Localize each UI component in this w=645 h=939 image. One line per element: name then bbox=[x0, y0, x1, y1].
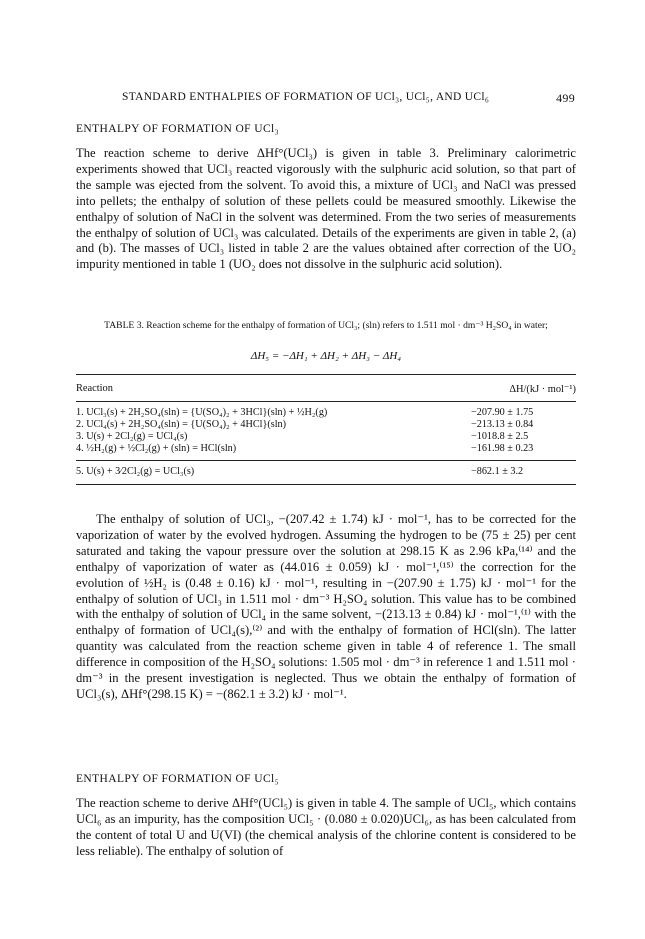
enthalpy-cell: −207.90 ± 1.75 bbox=[471, 407, 534, 418]
enthalpy-cell: −1018.8 ± 2.5 bbox=[471, 431, 529, 442]
table-row bbox=[76, 431, 576, 443]
running-title: STANDARD ENTHALPIES OF FORMATION OF UCl₃, UCl₅, AND UCl₆ bbox=[122, 91, 490, 103]
table-row bbox=[76, 407, 576, 419]
table-caption bbox=[76, 320, 576, 332]
table-header-rule bbox=[76, 401, 576, 402]
reaction-cell: 5. U(s) + 3⁄2Cl₂(g) = UCl₃(s) bbox=[76, 466, 195, 477]
table-total-rule bbox=[76, 460, 576, 461]
page-number: 499 bbox=[556, 91, 575, 105]
table-equation: ΔH₅ = −ΔH₁ + ΔH₂ + ΔH₃ − ΔH₄ bbox=[250, 350, 402, 362]
enthalpy-cell: −213.13 ± 0.84 bbox=[471, 419, 534, 430]
table-row bbox=[76, 419, 576, 431]
reaction-cell: 2. UCl₄(s) + 2H₂SO₄(sln) = {U(SO₄)₂ + 4HCl}(sln) bbox=[76, 419, 287, 430]
reaction-cell: 3. U(s) + 2Cl₂(g) = UCl₄(s) bbox=[76, 431, 188, 442]
table-row bbox=[76, 443, 576, 455]
column-header-reaction: Reaction bbox=[76, 383, 113, 394]
section-heading-ucl5: ENTHALPY OF FORMATION OF UCl₅ bbox=[76, 773, 280, 785]
table-bottom-rule bbox=[76, 484, 576, 485]
paragraph-ucl3-method: The reaction scheme to derive ΔHf°(UCl₃) is given in table 3. Preliminary calorimetric experiments showed that UCl₃ reacted vigorously with the sulphuric acid solution, so that part of the sample was ejected from the solvent. To avoid this, a mixture of UCl₃ and NaCl was pressed into pellets; the enthalpy of solution of these pellets could be measured smoothly. Likewise the enthalpy of solution of NaCl in the solvent was determined. From the two series of measurements the enthalpy of solution of UCl₃ was calculated. Details of the experiments are given in table 2, (a) and (b). The masses of UCl₃ listed in table 2 are the values obtained after correction of the UO₂ impurity mentioned in table 1 (UO₂ does not dissolve in the sulphuric acid solution). bbox=[76, 146, 576, 272]
enthalpy-cell: −161.98 ± 0.23 bbox=[471, 443, 534, 454]
table-top-rule bbox=[76, 374, 576, 375]
paragraph-ucl3-results: The enthalpy of solution of UCl₃, −(207.42 ± 1.74) kJ · mol⁻¹, has to be corrected for the vaporization of water by the evolved hydrogen. Assuming the hydrogen to be (75 ± 25) per cent saturated and taking the vapour pressure over the solution at 298.15 K as 2.96 kPa,⁽¹⁴⁾ and the enthalpy of vaporization of water as (44.016 ± 0.059) kJ · mol⁻¹,⁽¹⁵⁾ the correction for the evolution of ½H₂ is (0.48 ± 0.16) kJ · mol⁻¹, resulting in −(207.90 ± 1.75) kJ · mol⁻¹ for the enthalpy of solution of UCl₃ in 1.511 mol · dm⁻³ H₂SO₄ solution. This value has to be combined with the enthalpy of solution of UCl₄ in the same solvent, −(213.13 ± 0.84) kJ · mol⁻¹,⁽¹⁾ with the enthalpy of formation of UCl₄(s),⁽²⁾ and with the enthalpy of formation of HCl(sln). The latter quantity was calculated from the reaction scheme given in table 4 of reference 1. The small difference in composition of the H₂SO₄ solutions: 1.505 mol · dm⁻³ in reference 1 and 1.511 mol · dm⁻³ in the present investigation is neglected. Thus we obtain the enthalpy of formation of UCl₃(s), ΔHf°(298.15 K) = −(862.1 ± 3.2) kJ · mol⁻¹. bbox=[76, 512, 576, 701]
section-heading-ucl3: ENTHALPY OF FORMATION OF UCl₃ bbox=[76, 123, 280, 135]
reaction-cell: 4. ½H₂(g) + ½Cl₂(g) + (sln) = HCl(sln) bbox=[76, 443, 237, 454]
column-header-enthalpy: ΔH/(kJ · mol⁻¹) bbox=[509, 384, 576, 395]
enthalpy-cell: −862.1 ± 3.2 bbox=[471, 466, 524, 477]
paragraph-ucl5-method: The reaction scheme to derive ΔHf°(UCl₅) is given in table 4. The sample of UCl₅, which contains UCl₆ as an impurity, has the composition UCl₅ · (0.080 ± 0.020)UCl₆, as has been calculated from the content of total U and U(VI) (the chemical analysis of the chlorine content is considered to be less reliable). The enthalpy of solution of bbox=[76, 796, 576, 858]
table-caption-text: TABLE 3. Reaction scheme for the enthalpy of formation of UCl₃; (sln) refers to 1.511 mol · dm⁻³ H₂SO₄ in water; bbox=[104, 320, 548, 331]
table-total-row bbox=[76, 466, 576, 478]
reaction-cell: 1. UCl₃(s) + 2H₂SO₄(sln) = {U(SO₄)₂ + 3HCl}(sln) + ½H₂(g) bbox=[76, 407, 328, 418]
